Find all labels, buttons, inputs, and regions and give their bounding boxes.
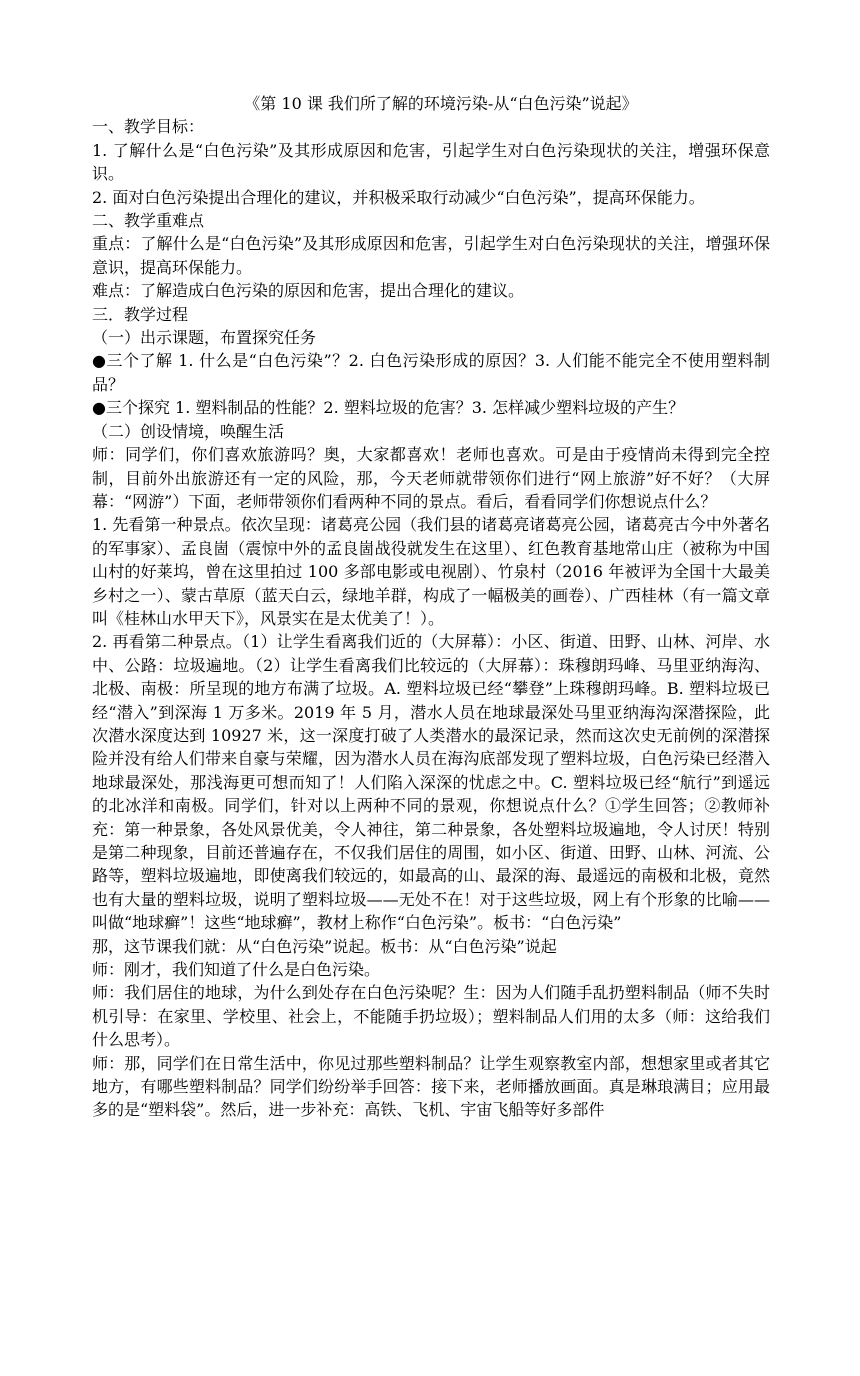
lesson-topic-paragraph: 那，这节课我们就：从“白色污染”说起。板书：从“白色污染”说起: [92, 936, 557, 956]
objective-1: 1. 了解什么是“白色污染”及其形成原因和危害，引起学生对白色污染现状的关注，增强环保意识。: [92, 140, 770, 184]
bullet-three-understandings: ●三个了解 1. 什么是“白色污染”？2. 白色污染形成的原因？3. 人们能不能完全不使用塑料制品？: [92, 351, 770, 394]
document-title: 《第 10 课 我们所了解的环境污染-从“白色污染”说起》: [244, 94, 638, 113]
key-point: 重点：了解什么是“白色污染”及其形成原因和危害，引起学生对白色污染现状的关注，增强环保意识，提高环保能力。: [92, 234, 770, 277]
section-2-heading: （二）创设情境，唤醒生活: [92, 421, 285, 441]
heading-objectives: 一、教学目标：: [92, 117, 205, 137]
plastic-products-paragraph: 师：那，同学们在日常生活中，你见过那些塑料制品？让学生观察教室内部，想想家里或者其它地方，有哪些塑料制品？同学们纷纷举手回答：接下来，老师播放画面。真是琳琅满目；应用最多的是“塑料袋”。然后，进一步补充：高铁、飞机、宇宙飞船等好多部件: [92, 1053, 770, 1120]
difficult-point: 难点：了解造成白色污染的原因和危害，提出合理化的建议。: [92, 281, 525, 301]
teacher-recap-paragraph: 师：刚才，我们知道了什么是白色污染。: [92, 960, 381, 980]
section-1-heading: （一）出示课题，布置探究任务: [92, 328, 317, 348]
teacher-intro-paragraph: 师：同学们，你们喜欢旅游吗？奥，大家都喜欢！老师也喜欢。可是由于疫情尚未得到完全控制，目前外出旅游还有一定的风险，那，今天老师就带领你们进行“网上旅游”好不好？（大屏幕：“网游”）下面，老师带领你们看两种不同的景点。看后，看看同学们你想说点什么？: [92, 445, 770, 511]
cause-discussion-paragraph: 师：我们居住的地球，为什么到处存在白色污染呢？生：因为人们随手乱扔塑料制品（师不失时机引导：在家里、学校里、社会上，不能随手扔垃圾）；塑料制品人们用的太多（师：这给我们什么思考）。: [92, 983, 770, 1050]
bullet-three-explorations: ●三个探究 1. 塑料制品的性能？2. 塑料垃圾的危害？3. 怎样减少塑料垃圾的产生？: [92, 398, 685, 418]
heading-key-points: 二、教学重难点: [92, 211, 205, 231]
second-scenery-paragraph: 2. 再看第二种景点。（1）让学生看离我们近的（大屏幕）：小区、街道、田野、山林、河岸、水中、公路：垃圾遍地。（2）让学生看离我们比较远的（大屏幕）：珠穆朗玛峰、马里亚纳海沟、北极、南极：所呈现的地方布满了垃圾。A. 塑料垃圾已经“攀登”上珠穆朗玛峰。B. 塑料垃圾已经“潜入”到深海 1 万多米。2019 年 5 月，潜水人员在地球最深处马里亚纳海沟深潜探险，此次潜水深度达到 10927 米，这一深度打破了人类潜水的最深记录，然而这次史无前例的深潜探险并没有给人们带来自豪与荣耀，因为潜水人员在海沟底部发现了塑料垃圾，白色污染已经潜入地球最深处，那浅海更可想而知了！人们陷入深深的忧虑之中。C. 塑料垃圾已经“航行”到遥远的北冰洋和南极。同学们，针对以上两种不同的景观，你想说点什么？①学生回答；②教师补充：第一种景象，各处风景优美，令人神往，第二种景象，各处塑料垃圾遍地，令人讨厌！特别是第二种现象，目前还普遍存在，不仅我们居住的周围，如小区、街道、田野、山林、河流、公路等，塑料垃圾遍地，即使离我们较远的，如最高的山、最深的海、最遥远的南极和北极，竟然也有大量的塑料垃圾，说明了塑料垃圾——无处不在！对于这些垃圾，网上有个形象的比喻——叫做“地球癣”！这些“地球癣”，教材上称作“白色污染”。板书：“白色污染”: [92, 632, 770, 933]
objective-2: 2. 面对白色污染提出合理化的建议，并积极采取行动减少“白色污染”，提高环保能力。: [92, 187, 705, 207]
document-page: [92, 92, 770, 1122]
heading-process: 三．教学过程: [92, 304, 189, 324]
first-scenery-paragraph: 1. 先看第一种景点。依次呈现：诸葛亮公园（我们县的诸葛亮诸葛亮公园，诸葛亮古今中外著名的军事家）、孟良崮（震惊中外的孟良崮战役就发生在这里）、红色教育基地常山庄（被称为中国山村的好莱坞，曾在这里拍过 100 多部电影或电视剧）、竹泉村（2016 年被评为全国十大最美乡村之一）、蒙古草原（蓝天白云，绿地羊群，构成了一幅极美的画卷）、广西桂林（有一篇文章叫《桂林山水甲天下》，风景实在是太优美了！）。: [92, 515, 770, 628]
